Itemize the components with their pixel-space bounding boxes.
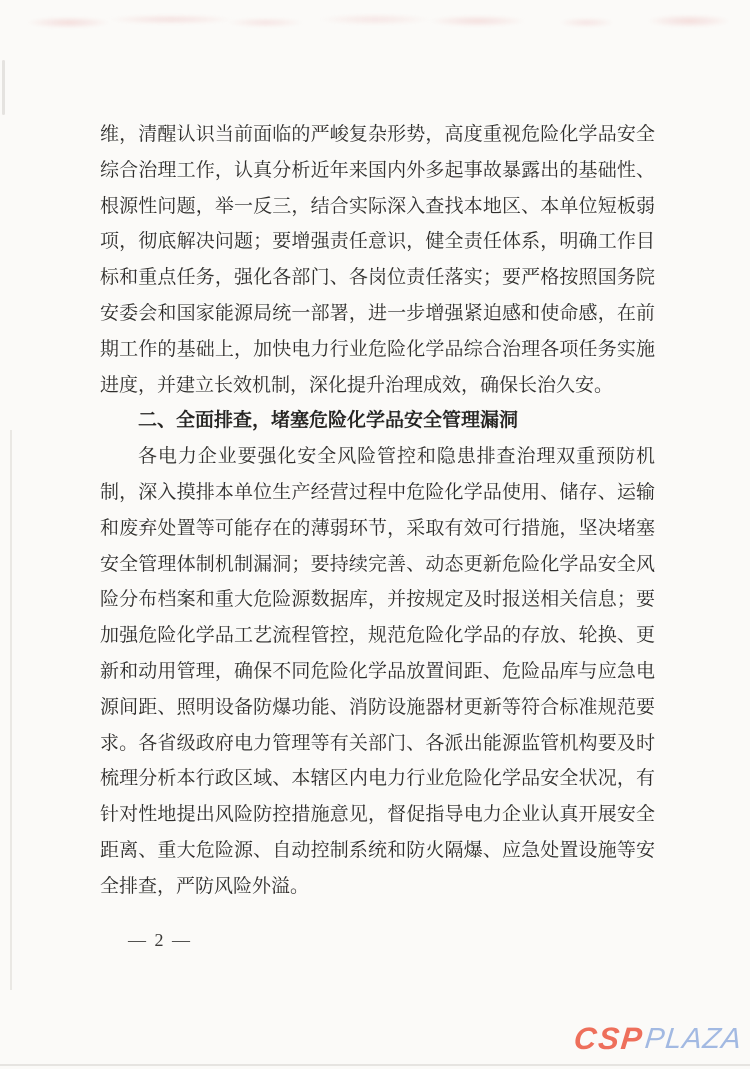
doc-line: 制，深入摸排本单位生产经营过程中危险化学品使用、储存、运输 bbox=[100, 481, 655, 503]
page-number: — 2 — bbox=[128, 930, 192, 950]
doc-line: 险分布档案和重大危险源数据库，并按规定及时报送相关信息；要 bbox=[100, 589, 655, 611]
doc-line: 安委会和国家能源局统一部署，进一步增强紧迫感和使命感，在前 bbox=[100, 302, 655, 324]
doc-line: 距离、重大危险源、自动控制系统和防火隔爆、应急处置设施等安 bbox=[100, 839, 655, 861]
doc-line: 加强危险化学品工艺流程管控，规范危险化学品的存放、轮换、更 bbox=[100, 625, 655, 647]
doc-line: 求。各省级政府电力管理等有关部门、各派出能源监管机构要及时 bbox=[100, 732, 655, 754]
doc-line: 全排查，严防风险外溢。 bbox=[100, 875, 310, 897]
left-fold-line bbox=[10, 430, 12, 990]
doc-line: 综合治理工作，认真分析近年来国内外多起事故暴露出的基础性、 bbox=[100, 159, 655, 181]
doc-line: 根源性问题，举一反三，结合实际深入查找本地区、本单位短板弱 bbox=[100, 195, 655, 217]
doc-line: 期工作的基础上，加快电力行业危险化学品综合治理各项任务实施 bbox=[100, 338, 655, 360]
watermark-csp-logo: CSP bbox=[572, 1021, 646, 1056]
doc-line: 进度，并建立长效机制，深化提升治理成效，确保长治久安。 bbox=[100, 374, 614, 396]
doc-line: 项，彻底解决问题；要增强责任意识，健全责任体系，明确工作目 bbox=[100, 231, 655, 253]
csp-plaza-watermark bbox=[574, 1019, 742, 1059]
doc-line: 各电力企业要强化安全风险管控和隐患排查治理双重预防机 bbox=[138, 446, 655, 468]
doc-line: 针对性地提出风险防控措施意见，督促指导电力企业认真开展安全 bbox=[100, 804, 655, 826]
watermark-plaza-text: PLAZA bbox=[643, 1022, 744, 1055]
doc-line: 梳理分析本行政区域、本辖区内电力行业危险化学品安全状况，有 bbox=[100, 768, 655, 790]
section-heading: 二、全面排查，堵塞危险化学品安全管理漏洞 bbox=[138, 410, 519, 432]
doc-line: 和废弃处置等可能存在的薄弱环节，采取有效可行措施，坚决堵塞 bbox=[100, 517, 655, 539]
top-ink-bleed-smudge bbox=[10, 6, 740, 36]
doc-line: 源间距、照明设备防爆功能、消防设施器材更新等符合标准规范要 bbox=[100, 696, 655, 718]
document-body bbox=[100, 117, 655, 905]
doc-line: 新和动用管理，确保不同危险化学品放置间距、危险品库与应急电 bbox=[100, 660, 655, 682]
doc-line: 标和重点任务，强化各部门、各岗位责任落实；要严格按照国务院 bbox=[100, 267, 655, 289]
doc-line: 安全管理体制机制漏洞；要持续完善、动态更新危险化学品安全风 bbox=[100, 553, 655, 575]
left-edge-scan-speck bbox=[2, 60, 5, 115]
bottom-scan-edge-line bbox=[0, 1064, 750, 1066]
doc-line: 维，清醒认识当前面临的严峻复杂形势，高度重视危险化学品安全 bbox=[100, 124, 655, 145]
